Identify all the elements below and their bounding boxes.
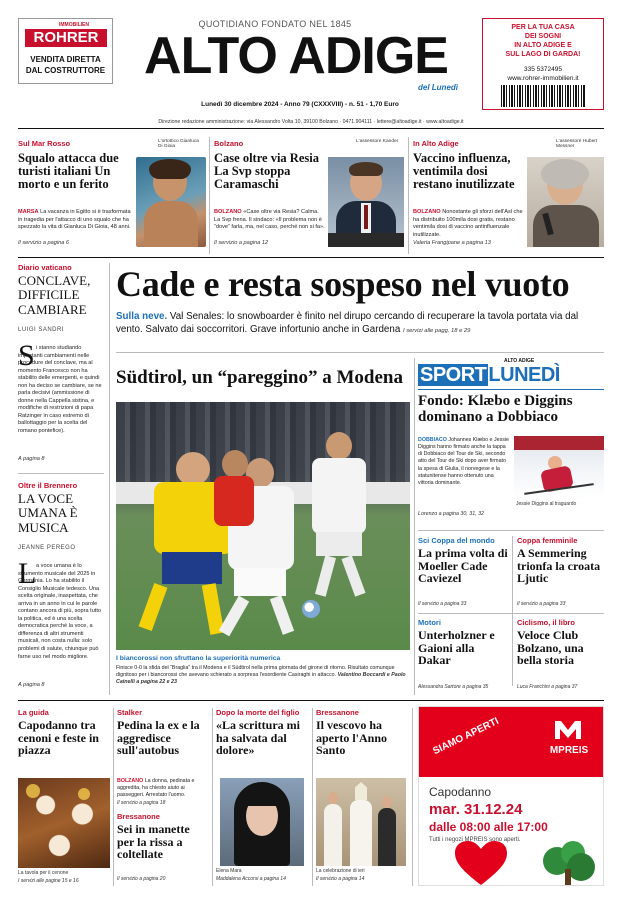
body-text: Nonostante gli sforzi dell'Asl che ha distribuito 100mila dosi gratis, restano ventimila dosi di vaccino antinfluenzale inutilizzate. <box>413 209 523 238</box>
body <box>18 209 134 232</box>
photo-bishop-ceremony <box>316 778 406 866</box>
dropcap: L <box>18 557 37 590</box>
kicker: Coppa femminile <box>517 536 578 545</box>
photo-dinner-table <box>18 778 110 868</box>
photo-councillor <box>328 157 404 247</box>
header-divider <box>18 128 604 129</box>
ad-right-line2: DEI SOGNI <box>524 33 562 40</box>
ref[interactable]: A pagina 8 <box>18 682 45 688</box>
dateline-tag: DOBBIACO <box>418 437 447 443</box>
ad-left-brand: ROHRER <box>25 29 107 47</box>
body-text: i stanno studiando importanti cambiamenti nelle procedure del conclave, ma al momento Francesco non ha stabilito delle emergenti, e quindi non ha deciso se cambiare, se ne parla decisivi (ammissione di donne nella Cappella sistina, e modifiche di restrizioni di papa Ratzinger in caso estremo di ballottaggio per la scelta del romano pontefice). <box>18 345 102 435</box>
top-story-vaccine[interactable] <box>413 137 604 254</box>
bottom-story-vescovo[interactable] <box>316 708 406 886</box>
kicker: Diario vaticano <box>18 263 72 272</box>
opinion-voice[interactable] <box>18 481 104 693</box>
headline[interactable]: Unterholzner e Gaioni alla Dakar <box>418 628 495 668</box>
photo-football-match <box>116 402 410 650</box>
photo-credit: L'assessore Hubert Messner <box>556 139 598 149</box>
sport-brand[interactable] <box>418 363 604 387</box>
lead-text: Val Senales: lo snowboarder è finito nel dirupo cercando di recuperare la tavola portata via dal vento. Salvato dai soccorritori. Grave infortunio anche in Gardena <box>116 311 579 335</box>
sport-item-ljutic[interactable] <box>517 536 604 612</box>
tree-icon <box>537 839 597 886</box>
kicker: Sul Mar Rosso <box>18 139 71 148</box>
ref[interactable]: Il servizio a pagina 6 <box>18 240 69 246</box>
main-headline[interactable]: Cade e resta sospeso nel vuoto <box>116 264 570 304</box>
ad-left-brand-small: IMMOBILIEN <box>59 22 89 28</box>
ref[interactable]: Luca Franchini a pagina 37 <box>517 684 578 690</box>
headline[interactable]: «La scrittura mi ha salvata dal dolore» <box>216 718 300 758</box>
sport-brand-top: ALTO ADIGE <box>504 358 535 364</box>
main-ref[interactable]: I servizi alle pagg. 18 e 29 <box>403 327 471 334</box>
ad-badge: SIAMO APERTI <box>431 715 501 758</box>
divider <box>512 536 513 686</box>
body <box>413 209 525 239</box>
main-lead <box>116 311 604 336</box>
divider <box>113 708 114 886</box>
body-text: Johannes Klæbo e Jessie Diggins hanno firmato anche la tappa di Dobbiaco del Tour de Ski, secondo atto del Tour de Ski dopo aver firmato la spesa di Giulia, il norvegese e la statunitense hanno ottenuto una vittoria dominante. <box>418 437 509 486</box>
ad-right-line4: SUL LAGO DI GARDA! <box>505 51 581 58</box>
ad-hours: dalle 08:00 alle 17:00 <box>429 820 548 834</box>
caption-head: I biancorossi non sfruttano la superiorità numerica <box>116 655 281 662</box>
photo-elena-mara <box>220 778 304 866</box>
body-text: La vacanza in Egitto si è trasformata in tragedia per l'attacco di uno squalo che ha spezzato la vita di Gianluca Di Gioia, 48 anni. <box>18 209 131 231</box>
photo-credit: L'assessore Kander <box>356 139 399 144</box>
ad-left-line1: VENDITA DIRETTA <box>30 55 101 64</box>
ad-date: mar. 31.12.24 <box>429 801 523 818</box>
photo-skier-diggins <box>514 436 604 498</box>
top-story-case[interactable] <box>214 137 404 254</box>
caption <box>116 665 410 686</box>
headline[interactable]: Case oltre via Resia La Svp stoppa Caramaschi <box>214 151 319 192</box>
dateline-tag: BOLZANO <box>214 209 242 215</box>
barcode <box>501 85 585 107</box>
divider <box>408 137 409 254</box>
kicker: In Alto Adige <box>413 139 459 148</box>
sub-badge: del Lunedì <box>418 83 458 92</box>
ref[interactable]: Il servizio a pagina 33 <box>418 601 467 607</box>
headline[interactable]: La prima volta di Moeller Cade Caviezel <box>418 546 508 586</box>
headline[interactable]: Veloce Club Bolzano, una bella storia <box>517 628 584 668</box>
ref[interactable]: Il servizio a pagina 12 <box>214 240 269 246</box>
ref[interactable]: Il servizio a pagina 14 <box>316 876 365 882</box>
kicker: Motori <box>418 618 441 627</box>
kicker: Bolzano <box>214 139 244 148</box>
tagline: QUOTIDIANO FONDATO NEL 1845 <box>198 19 352 29</box>
opinion-conclave[interactable] <box>18 263 104 468</box>
kicker: Bressanone <box>316 708 359 717</box>
photo-caption: La tavola per il cenone <box>18 870 69 876</box>
sport-item-veloce-club[interactable] <box>517 618 604 694</box>
ref[interactable]: I servizi alle pagine 15 e 16 <box>18 878 79 884</box>
divider <box>18 700 604 701</box>
body-text: a voce umana è lo strumento musicale del 2025 in Germania. Lo ha stabilito il Consiglio Musicale tedesco. Una scelta originale, inaspettata, che arriva in un anno in cui le parole contano ancora di più, sopra tutto la politica, ed è una scelta democratica perché la voce, a differenza di altri strumenti musicali, non costa nulla: solo problemi di salute, chiunque può farne uso nel modo migliore. <box>18 563 102 660</box>
ref-2[interactable]: Il servizio a pagina 20 <box>117 876 166 882</box>
ref[interactable]: Il servizio a pagina 18 <box>117 800 166 806</box>
photo-caption: La celebrazione di ieri <box>316 868 365 874</box>
mpreis-logo-icon <box>553 717 583 741</box>
ad-note: Tutti i negozi MPREIS sono aperti. <box>429 837 521 843</box>
ad-title: Capodanno <box>429 785 492 799</box>
author: LUIGI SANDRI <box>18 327 65 333</box>
bottom-story-stalker[interactable] <box>117 708 209 886</box>
dateline-tag: MARSA <box>18 209 39 215</box>
main-story[interactable] <box>116 263 604 345</box>
ref[interactable]: A pagina 8 <box>18 456 45 462</box>
ad-right-line3: IN ALTO ADIGE E <box>514 42 572 49</box>
ad-right-web: www.rohrer-immobilien.it <box>507 75 579 82</box>
sudtirol-story[interactable] <box>116 358 410 695</box>
ad-left-line2: DAL COSTRUTTORE <box>25 66 106 75</box>
dropcap: S <box>18 339 35 372</box>
headline[interactable]: Capodanno tra cenoni e feste in piazza <box>18 718 99 758</box>
divider <box>414 358 415 695</box>
headline[interactable]: A Semmering trionfa la croata Ljutic <box>517 546 601 586</box>
divider <box>418 613 604 614</box>
divider <box>109 263 110 695</box>
sport-item-moeller[interactable] <box>418 536 508 612</box>
headline[interactable]: Südtirol, un “pareggino” a Modena <box>116 367 403 388</box>
masthead-title[interactable]: ALTO ADIGE <box>144 27 448 85</box>
kicker: Oltre il Brennero <box>18 481 78 490</box>
photo-caption: Elena Mara <box>216 868 242 874</box>
dateline: Lunedì 30 dicembre 2024 - Anno 79 (CXXXVIII) - n. 51 - 1,70 Euro <box>201 101 399 108</box>
heart-icon <box>455 841 507 886</box>
left-column <box>18 263 104 695</box>
body <box>117 778 209 799</box>
kicker: Sci Coppa del mondo <box>418 536 495 545</box>
ref[interactable]: Valeria Frangipane a pagina 13 <box>413 240 491 246</box>
photo-credit: L'ortottico Gianluca Di Gioia <box>158 139 199 149</box>
headline[interactable]: Il vescovo ha aperto l'Anno Santo <box>316 718 388 758</box>
ad-right-phone: 335 5372495 <box>524 66 562 73</box>
lead-label: Sulla neve. <box>116 311 168 322</box>
dateline-tag: BOLZANO <box>117 778 144 784</box>
ref[interactable]: Maddalena Accorsi a pagina 14 <box>216 876 286 882</box>
bottom-story-scrittura[interactable] <box>216 708 308 886</box>
sport-main-story[interactable] <box>418 394 604 524</box>
sport-lunedi <box>418 358 604 695</box>
divider <box>212 708 213 886</box>
divider <box>209 137 210 254</box>
headline[interactable]: CONCLAVE, DIFFICILE CAMBIARE <box>18 273 91 317</box>
sport-brand-a: SPORT <box>420 364 487 386</box>
ref[interactable]: Alessandra Sartore a pagina 35 <box>418 684 489 690</box>
bottom-story-capodanno[interactable] <box>18 708 110 886</box>
divider <box>18 257 604 258</box>
kicker: Dopo la morte del figlio <box>216 708 300 717</box>
address-line: Direzione redazione amministrazione: via Alessandro Volta 10, 39100 Bolzano · 0471.904111 · lettere@altoadige.it · www.altoadige.it <box>158 119 464 125</box>
sport-brand-b: LUNEDÌ <box>488 364 560 386</box>
headline-2[interactable]: Sei in manette per la rissa a coltellate <box>117 822 190 862</box>
top-story-shark[interactable] <box>18 137 206 254</box>
caption-ref[interactable]: Valentino Boccardi e Paolo Cainelli a pagina 22 e 23 <box>116 672 406 686</box>
body <box>214 209 326 232</box>
ad-mpreis[interactable] <box>418 706 604 886</box>
headline[interactable]: Vaccino influenza, ventimila dosi restano inutilizzate <box>413 151 515 192</box>
kicker: Stalker <box>117 708 143 717</box>
caption-text: Finisce 0-0 la sfida del “Braglia” tra il Modena e il Südtirol nella prima giornata del girone di ritorno. Risultato comunque dignitoso per i biancorossi che avevano schierato a sorpresa l'esordiente Casiraghi in attacco. <box>116 665 395 679</box>
ad-right-line1: PER LA TUA CASA <box>511 24 575 31</box>
divider <box>412 708 413 886</box>
photo-shark-victim <box>136 157 206 247</box>
photo-assessore <box>527 157 604 247</box>
kicker: Ciclismo, il libro <box>517 618 575 627</box>
divider <box>116 352 604 353</box>
divider <box>18 473 104 474</box>
headline[interactable]: LA VOCE UMANA È MUSICA <box>18 491 78 535</box>
headline[interactable]: Squalo attacca due turisti italiani Un morto e un ferito <box>18 151 119 192</box>
kicker: La guida <box>18 708 49 717</box>
divider <box>418 530 604 531</box>
ad-right-rohrer[interactable] <box>482 18 604 110</box>
sport-brand-rule <box>418 389 604 390</box>
kicker-2: Bressanone <box>117 812 160 821</box>
photo-caption: Jessie Diggins al traguardo <box>516 501 577 507</box>
body-text: La donna, pedinata e aggredita, ha chiesto aiuto ai passeggeri. Arrestato l'uomo. <box>117 778 195 799</box>
body-text: «Case oltre via Resia? Calma. La Svp frena. Il sindaco: «Il problema non è “dove” farla, ma, nel caso, perché non si fa». <box>214 209 325 231</box>
ad-left-rohrer[interactable] <box>18 18 113 84</box>
author: JEANNE PEREGO <box>18 545 76 551</box>
headline[interactable]: Fondo: Klæbo e Diggins dominano a Dobbiaco <box>418 393 573 425</box>
ref[interactable]: Lorenzo a pagina 30, 31, 32 <box>418 511 484 517</box>
ref[interactable]: Il servizio a pagina 33 <box>517 601 566 607</box>
body <box>418 437 510 487</box>
headline[interactable]: Pedina la ex e la aggredisce sull'autobus <box>117 718 200 758</box>
dateline-tag: BOLZANO <box>413 209 441 215</box>
sport-item-dakar[interactable] <box>418 618 508 694</box>
ad-brand: MPREIS <box>549 745 589 756</box>
divider <box>312 708 313 886</box>
